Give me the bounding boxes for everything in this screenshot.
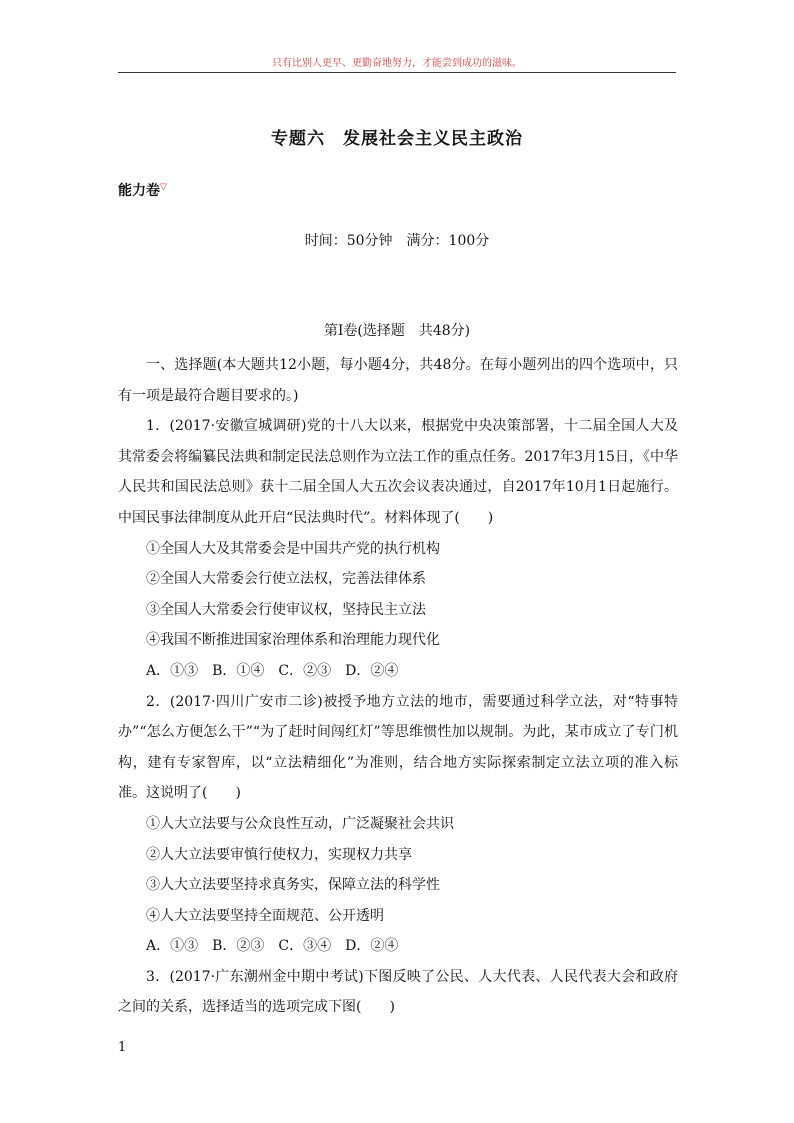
answer-choices-1: A．①③ B．①④ C．②③ D．②④ xyxy=(146,662,399,679)
section-label xyxy=(118,180,167,200)
section-label-text: 能力卷 xyxy=(118,183,160,199)
question-stem-1: 1．(2017·安徽宣城调研)党的十八大以来，根据党中央决策部署，十二届全国人大及其常委会将编纂民法典和制定民法总则作为立法工作的重点任务。2017年3月15日，《中华人民共和国民法总则》获十二届全国人大五次会议表决通过，自2017年10月1日起施行。中国民事法律制度从此开启“民法典时代”。材料体现了( ) xyxy=(118,418,678,526)
question-stem-2: 2．(2017·四川广安市二诊)被授予地方立法的地市，需要通过科学立法，对“特事特办”“怎么方便怎么干”“为了赶时间闯红灯”等思维惯性加以规制。为此，某市成立了专门机构，建有专家智库，以“立法精细化”为准则，结合地方实际探索制定立法立项的准入标准。这说明了( ) xyxy=(118,693,678,802)
question-item: ④我国不断推进国家治理体系和治理能力现代化 xyxy=(146,632,440,649)
exam-time: 时间：50分钟 满分：100分 xyxy=(304,233,490,249)
triangle-icon: ▽ xyxy=(160,182,167,193)
question-item: ④人大立法要坚持全面规范、公开透明 xyxy=(146,907,384,924)
question-item: ②人大立法要审慎行使权力，实现权力共享 xyxy=(146,846,412,863)
instructions: 一、选择题(本大题共12小题，每小题4分，共48分。在每小题列出的四个选项中，只有一项是最符合题目要求的。) xyxy=(118,357,678,404)
header-rule xyxy=(118,72,676,73)
page-number: 1 xyxy=(118,1040,127,1055)
question-item: ②全国人大常委会行使立法权，完善法律体系 xyxy=(146,571,426,588)
answer-choices-2: A．①③ B．②③ C．③④ D．②④ xyxy=(146,938,399,955)
part-title: 第Ⅰ卷(选择题 共48分) xyxy=(323,323,471,339)
page-title: 专题六 发展社会主义民主政治 xyxy=(271,129,523,149)
question-stem-3: 3．(2017·广东潮州金中期中考试)下图反映了公民、人大代表、人民代表大会和政府之间的关系，选择适当的选项完成下图( ) xyxy=(118,968,678,1016)
question-body xyxy=(118,350,678,1023)
question-item: ③人大立法要坚持求真务实，保障立法的科学性 xyxy=(146,877,440,894)
question-item: ①全国人大及其常委会是中国共产党的执行机构 xyxy=(146,540,440,557)
question-item: ③全国人大常委会行使审议权，坚持民主立法 xyxy=(146,601,426,618)
question-item: ①人大立法要与公众良性互动，广泛凝聚社会共识 xyxy=(146,815,454,832)
header-motto: 只有比别人更早、更勤奋地努力，才能尝到成功的滋味。 xyxy=(272,58,522,69)
